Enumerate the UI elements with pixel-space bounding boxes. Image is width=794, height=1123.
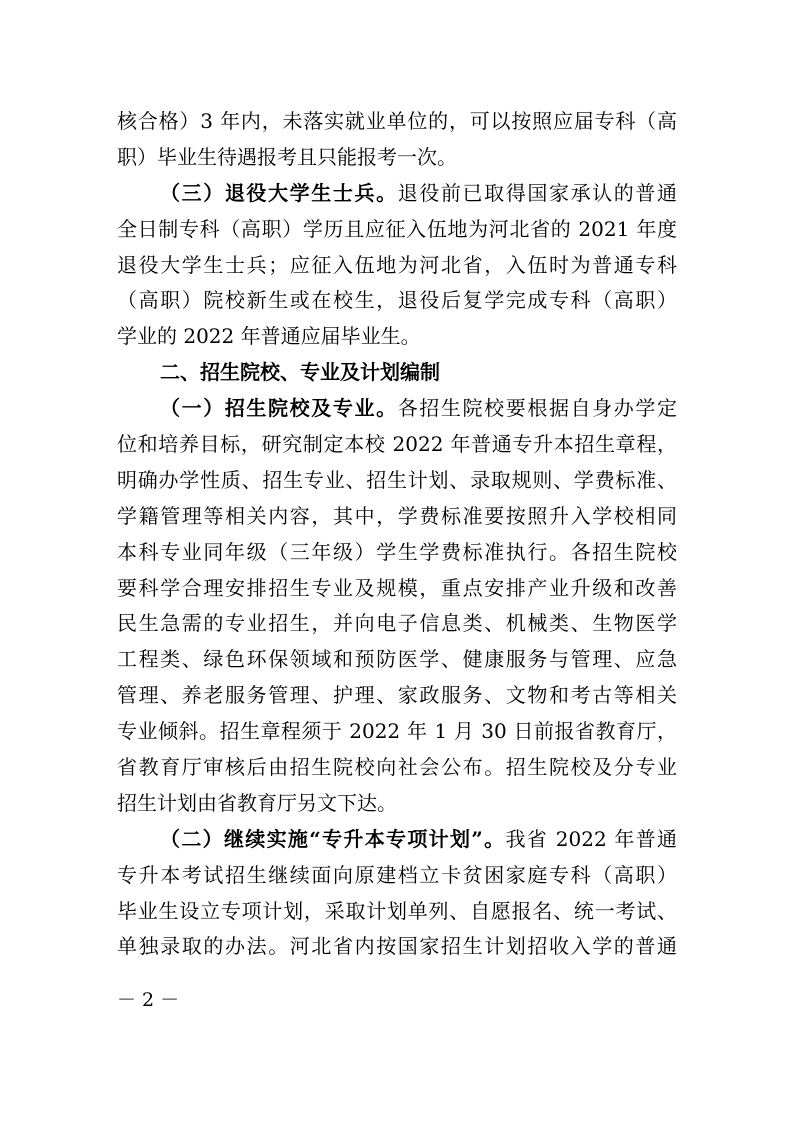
section-heading: 二、招生院校、专业及计划编制	[160, 360, 440, 385]
text-run: 我省 2022 年普通	[505, 826, 677, 851]
text-line: 全日制专科（高职）学历且应征入伍地为河北省的 2021 年度	[117, 216, 677, 241]
text-line: （高职）院校新生或在校生，退役后复学完成专科（高职）	[117, 288, 677, 313]
text-line: 退役大学生士兵；应征入伍地为河北省，入伍时为普通专科	[117, 252, 677, 277]
text-line	[117, 822, 677, 858]
paragraph-lead: （三）退役大学生士兵。	[160, 180, 398, 205]
paragraph-continuation	[117, 104, 677, 176]
text-line: 工程类、绿色环保领域和预防医学、健康服务与管理、应急	[117, 647, 677, 672]
text-line: 省教育厅审核后由招生院校向社会公布。招生院校及分专业	[117, 755, 677, 780]
text-line: 本科专业同年级（三年级）学生学费标准执行。各招生院校	[117, 539, 677, 564]
text-line: 学籍管理等相关内容，其中，学费标准要按照升入学校相同	[117, 503, 677, 528]
text-line: 专业倾斜。招生章程须于 2022 年 1 月 30 日前报省教育厅，	[117, 719, 677, 744]
text-line: 明确办学性质、招生专业、招生计划、录取规则、学费标准、	[117, 467, 677, 492]
text-line: 民生急需的专业招生，并向电子信息类、机械类、生物医学	[117, 611, 677, 636]
text-line: 专升本考试招生继续面向原建档立卡贫困家庭专科（高职）	[117, 862, 677, 887]
text-line: 管理、养老服务管理、护理、家政服务、文物和考古等相关	[117, 683, 677, 708]
text-line	[117, 391, 677, 427]
paragraph-subsection-1	[117, 391, 677, 822]
document-body	[117, 104, 677, 965]
text-run: 退役前已取得国家承认的普通	[397, 180, 677, 205]
paragraph-subsection-2	[117, 822, 677, 966]
text-line: 单独录取的办法。河北省内按国家招生计划招收入学的普通	[117, 934, 677, 959]
page-number: － 2 －	[117, 989, 180, 1011]
text-run: 各招生院校要根据自身办学定	[397, 396, 677, 421]
text-line: 职）毕业生待遇报考且只能报考一次。	[117, 144, 457, 169]
paragraph-lead: （二）继续实施“专升本专项计划”。	[160, 826, 506, 851]
text-line	[117, 176, 677, 212]
paragraph-lead: （一）招生院校及专业。	[160, 396, 398, 421]
text-line: 要科学合理安排招生专业及规模，重点安排产业升级和改善	[117, 575, 677, 600]
paragraph-item-3-veteran-students	[117, 176, 677, 355]
text-line: 位和培养目标，研究制定本校 2022 年普通专升本招生章程，	[117, 432, 677, 457]
text-line: 核合格）3 年内，未落实就业单位的，可以按照应届专科（高	[117, 109, 677, 133]
text-line: 招生计划由省教育厅另文下达。	[117, 790, 397, 815]
text-line: 学业的 2022 年普通应届毕业生。	[117, 324, 421, 349]
text-line: 毕业生设立专项计划，采取计划单列、自愿报名、统一考试、	[117, 898, 677, 923]
